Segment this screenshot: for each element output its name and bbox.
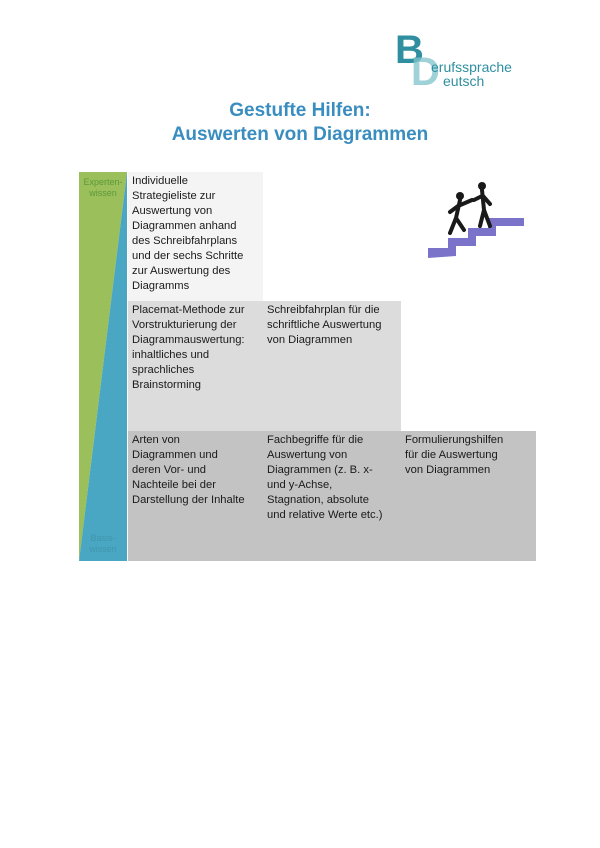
page-title: [0, 99, 600, 147]
level-1-cell-3: Formulierungshilfen für die Auswertung von Diagrammen: [401, 431, 536, 561]
stairs-shape: [428, 218, 524, 258]
level-1-cell-1: Arten von Diagrammen und deren Vor- und Nachteile bei der Darstellung der Inhalte: [128, 431, 263, 561]
title-line-2: Auswerten von Diagrammen: [171, 124, 429, 145]
logo-letter-b: B: [395, 28, 424, 72]
logo-word-deutsch: eutsch: [443, 73, 485, 89]
scale-label-basic: Basis- wissen: [89, 533, 117, 554]
logo-word-berufssprache: erufssprache: [431, 59, 512, 75]
logo: [395, 28, 545, 94]
figure-right-body: [474, 190, 490, 226]
title-line-1: Gestufte Hilfen:: [229, 100, 371, 121]
level-2-cell-2: Schreibfahrplan für die schriftliche Auswertung von Diagrammen: [263, 301, 401, 431]
climbing-stairs-helping-hand-icon: [420, 178, 530, 260]
logo-letter-d: D: [411, 50, 440, 94]
level-1-cell-2: Fachbegriffe für die Auswertung von Diagrammen (z. B. x- und y-Achse, Stagnation, absolute und relative Werte etc.): [263, 431, 401, 561]
knowledge-scale-wedge: [79, 172, 127, 561]
level-3-cell-1: Individuelle Strategieliste zur Auswertung von Diagrammen anhand des Schreibfahrplans und der sechs Schritte zur Auswertung des Diagramms: [128, 172, 263, 301]
scale-label-expert: Experten- wissen: [83, 177, 123, 198]
level-2-cell-1: Placemat-Methode zur Vorstrukturierung der Diagrammauswertung: inhaltliches und sprachliches Brainstorming: [128, 301, 263, 431]
